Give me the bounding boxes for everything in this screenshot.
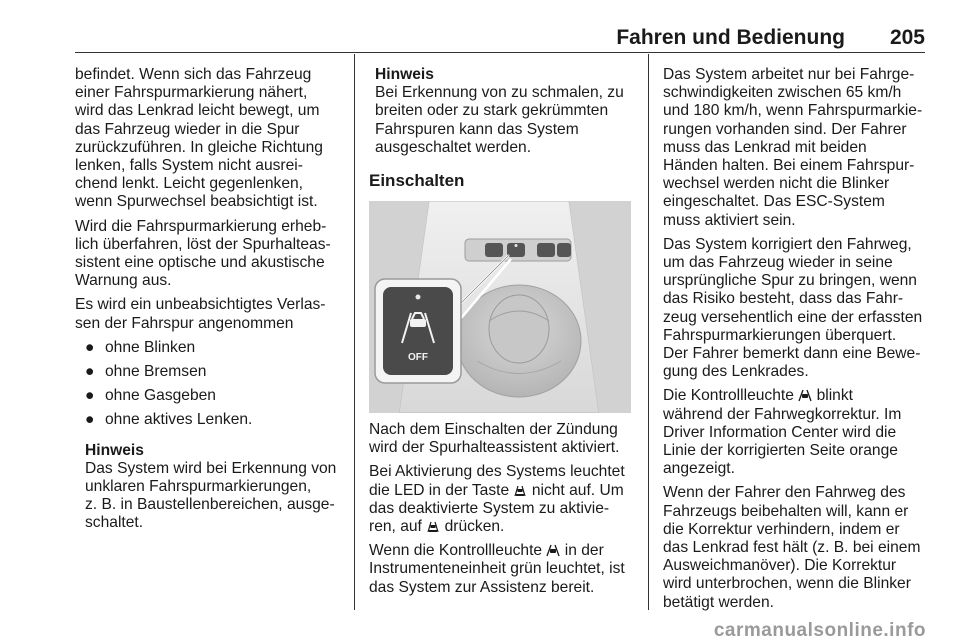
paragraph — [75, 66, 343, 212]
text-line: Warnung aus. — [75, 272, 172, 290]
text-line: schaltet. — [85, 514, 144, 532]
column-3 — [663, 66, 927, 618]
text-line: Bei Aktivierung des Systems leuchtet — [369, 463, 625, 481]
button-icon — [557, 243, 571, 257]
note-title: Hinweis — [85, 441, 144, 459]
text-line: Das System korrigiert den Fahrweg, — [663, 235, 912, 253]
text-line: befindet. Wenn sich das Fahrzeug — [75, 66, 312, 83]
text-line: Die Kontrollleuchte blinkt — [663, 387, 853, 405]
paragraph — [369, 542, 633, 597]
paragraph — [663, 236, 927, 382]
paragraph — [663, 387, 927, 478]
text-line: Nach dem Einschalten der Zündung — [369, 421, 618, 439]
text-line: sistent eine optische und akustische — [75, 254, 325, 272]
text-line: sen der Fahrspur angenommen — [75, 314, 294, 332]
bullet-icon: ● — [85, 411, 95, 429]
text-line: ren, auf drücken. — [369, 518, 505, 536]
list-item: ● ohne Blinken — [85, 338, 196, 356]
console-figure — [369, 201, 631, 413]
text-line: zurückzuführen. In gleiche Richtung — [75, 138, 323, 156]
list-item: ● ohne Gasgeben — [85, 387, 216, 405]
page-header — [75, 20, 925, 50]
text-line: Das System wird bei Erkennung von — [85, 459, 337, 477]
text-line: Fahrzeugs beibehalten will, kann er — [663, 502, 909, 520]
text-line: chend lenkt. Leicht gegenlenken, — [75, 175, 304, 193]
paragraph — [75, 218, 343, 291]
text-line: z. B. in Baustellenbereichen, ausge- — [85, 496, 335, 514]
text-line: Es wird ein unbeabsichtigtes Verlas- — [75, 296, 326, 314]
text-line: lich überfahren, löst der Spurhalteas- — [75, 235, 331, 253]
column-separator — [648, 54, 649, 610]
off-label: OFF — [408, 352, 428, 364]
text-line: schwindigkeiten zwischen 65 km/h — [663, 84, 902, 102]
text-line: gung des Lenkrades. — [663, 363, 809, 381]
paragraph — [663, 484, 927, 611]
note-title: Hinweis — [375, 66, 434, 83]
button-icon — [537, 243, 555, 257]
text-line: ausgeschaltet werden. — [375, 138, 532, 156]
note-box — [369, 66, 633, 157]
text-line: Linie der korrigierten Seite orange — [663, 442, 898, 460]
text-line: das Risiko besteht, dass das Fahr- — [663, 290, 904, 308]
text-line: Driver Information Center wird die — [663, 423, 897, 441]
paragraph — [75, 296, 343, 332]
text-line: ursprüngliche Spur zu bringen, wenn — [663, 272, 917, 290]
column-separator — [354, 54, 355, 610]
text-line: wird der Spurhalteassistent aktiviert. — [369, 439, 620, 457]
paragraph — [663, 66, 927, 230]
text-line: die Korrektur verhindern, indem er — [663, 520, 900, 538]
lane-keep-icon — [546, 543, 560, 557]
paragraph — [369, 421, 633, 457]
text-line: während der Fahrwegkorrektur. Im — [663, 405, 902, 423]
text-line: die LED in der Taste nicht auf. Um — [369, 481, 624, 499]
bullet-icon: ● — [85, 363, 95, 381]
text-line: das Fahrzeug wieder in die Spur — [75, 120, 300, 138]
text-line: muss das Lenkrad mit beiden — [663, 138, 867, 156]
text-line: Fahrspurmarkierungen überquert. — [663, 326, 897, 344]
text-line: breiten oder zu stark gekrümmten — [375, 102, 609, 120]
text-line: angezeigt. — [663, 460, 735, 478]
list-item: ● ohne aktives Lenken. — [85, 411, 253, 429]
text-line: Der Fahrer bemerkt dann eine Bewe- — [663, 345, 921, 363]
lane-off-icon — [513, 483, 527, 497]
section-heading: Einschalten — [369, 171, 465, 191]
text-line: eingeschaltet. Das ESC-System — [663, 193, 885, 211]
led-icon — [416, 295, 421, 300]
text-line: Wenn die Kontrollleuchte in der — [369, 542, 604, 560]
text-line: Ausweichmanöver). Die Korrektur — [663, 557, 897, 575]
bullet-icon: ● — [85, 387, 95, 405]
page-title: Fahren und Bedienung — [616, 26, 845, 49]
column-2 — [369, 66, 633, 603]
text-line: zeug versehentlich eine der erfassten — [663, 308, 923, 326]
text-line: Wenn der Fahrer den Fahrweg des — [663, 484, 906, 502]
text-line: das Lenkrad fest hält (z. B. bei einem — [663, 539, 921, 557]
center-console-illustration — [369, 201, 631, 413]
text-line: Bei Erkennung von zu schmalen, zu — [375, 84, 624, 102]
text-line: und 180 km/h, wenn Fahrspurmarkie- — [663, 102, 923, 120]
lane-keep-icon — [798, 388, 812, 402]
bullet-icon: ● — [85, 338, 95, 356]
text-line: Wird die Fahrspurmarkierung erheb- — [75, 217, 327, 235]
watermark: carmanualsonline.info — [713, 620, 926, 641]
button-icon — [485, 243, 503, 257]
text-line: rungen vorhanden sind. Der Fahrer — [663, 120, 907, 138]
text-line: Das System arbeitet nur bei Fahrge- — [663, 66, 915, 83]
text-line: wird unterbrochen, wenn die Blinker — [663, 575, 911, 593]
text-line: wird das Lenkrad leicht bewegt, um — [75, 102, 320, 120]
note-box — [75, 442, 343, 533]
text-line: das deaktivierte System zu aktivie- — [369, 499, 610, 517]
lane-off-icon — [426, 519, 440, 533]
page-number: 205 — [889, 26, 925, 49]
column-1 — [75, 66, 343, 533]
text-line: wechsel werden nicht die Blinker — [663, 175, 890, 193]
text-line: Instrumenteneinheit grün leuchtet, ist — [369, 560, 625, 578]
bullet-list — [75, 339, 343, 430]
header-rule — [75, 52, 925, 53]
text-line: unklaren Fahrspurmarkierungen, — [85, 478, 312, 496]
text-line: Händen halten. Bei einem Fahrspur- — [663, 157, 915, 175]
text-line: muss aktiviert sein. — [663, 211, 796, 229]
text-line: das System zur Assistenz bereit. — [369, 578, 595, 596]
text-line: Fahrspuren kann das System — [375, 120, 579, 138]
text-line: wenn Spurwechsel beabsichtigt ist. — [75, 193, 318, 211]
list-item: ● ohne Bremsen — [85, 363, 207, 381]
text-line: lenken, falls System nicht ausrei- — [75, 157, 303, 175]
text-line: um das Fahrzeug wieder in seine — [663, 254, 893, 272]
text-line: einer Fahrspurmarkierung nähert, — [75, 84, 308, 102]
paragraph — [369, 463, 633, 536]
text-line: betätigt werden. — [663, 593, 774, 611]
